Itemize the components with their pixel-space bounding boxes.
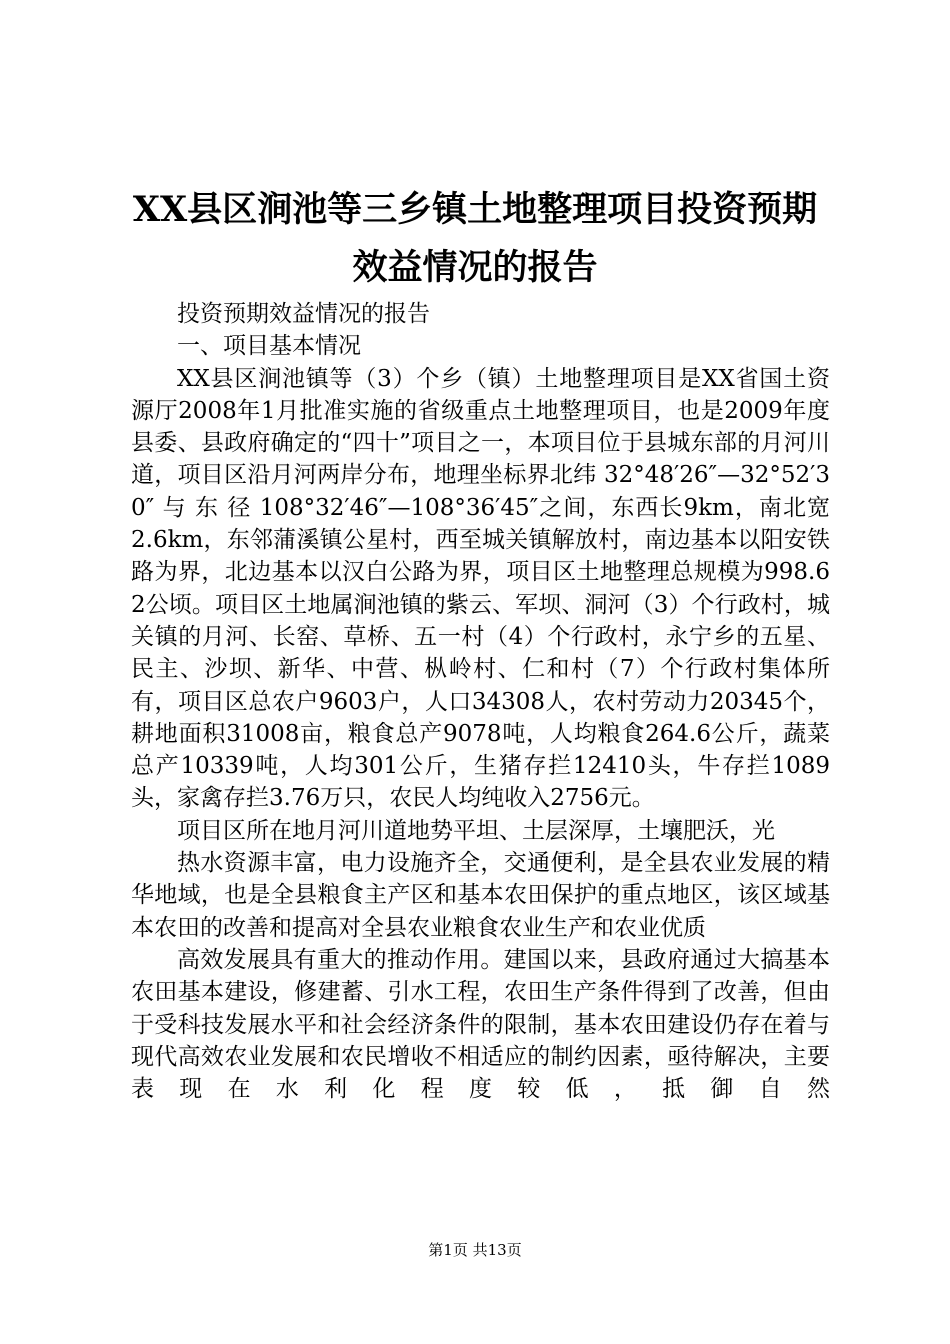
document-title-line-1: XX县区涧池等三乡镇土地整理项目投资预期 bbox=[132, 189, 818, 230]
body-paragraph: 投资预期效益情况的报告 bbox=[177, 301, 430, 327]
section-heading: 一、项目基本情况 bbox=[177, 333, 361, 360]
document-body bbox=[131, 298, 830, 1105]
body-paragraph: 热水资源丰富，电力设施齐全，交通便利，是全县农业发展的精华地域，也是全县粮食主产区和基本农田保护的重点地区，该区域基本农田的改善和提高对全县农业粮食农业生产和农业优质 bbox=[131, 850, 830, 941]
page-number-footer: 第1页 共13页 bbox=[428, 1241, 522, 1259]
document-title-line-2: 效益情况的报告 bbox=[352, 247, 598, 288]
body-paragraph: XX县区涧池镇等（3）个乡（镇）土地整理项目是XX省国土资源厅2008年1月批准实施的省级重点土地整理项目，也是2009年度县委、县政府确定的“四十”项目之一，本项目位于县城东部的月河川道，项目区沿月河两岸分布，地理坐标界北纬 32°48′26″—32°52′30″ 与 东 径 108°32′46″—108°36′45″之间，东西长9km，南北宽2.6km，东邻蒲溪镇公星村，西至城关镇解放村，南边基本以阳安铁路为界，北边基本以汉白公路为界，项目区土地整理总规模为998.62公顷。项目区土地属涧池镇的紫云、军坝、洞河（3）个行政村，城关镇的月河、长窑、草桥、五一村（4）个行政村，永宁乡的五星、民主、沙坝、新华、中营、枞岭村、仁和村（7）个行政村集体所有，项目区总农户9603户，人口34308人，农村劳动力20345个，耕地面积31008亩，粮食总产9078吨，人均粮食264.6公斤，蔬菜总产10339吨，人均301公斤，生猪存拦12410头，牛存拦1089头，家禽存拦3.76万只，农民人均纯收入2756元。 bbox=[131, 365, 830, 812]
body-paragraph: 项目区所在地月河川道地势平坦、土层深厚，土壤肥沃，光 bbox=[177, 817, 775, 844]
body-paragraph: 高效发展具有重大的推动作用。建国以来，县政府通过大搞基本农田基本建设，修建蓄、引水工程，农田生产条件得到了改善，但由于受科技发展水平和社会经济条件的限制，基本农田建设仍存在着与现代高效农业发展和农民增收不相适应的制约因素，亟待解决，主要表现在水利化程度较低，抵御自然 bbox=[131, 946, 830, 1103]
